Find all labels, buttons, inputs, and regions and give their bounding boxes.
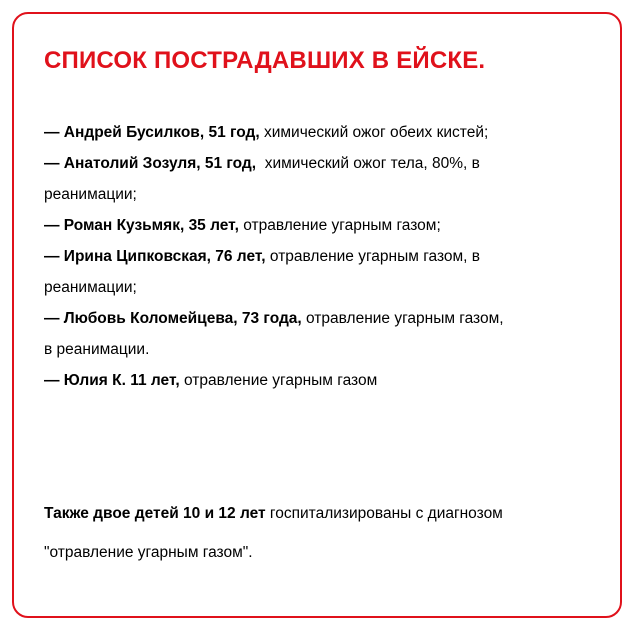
list-item [44,365,584,396]
victim-name: — Роман Кузьмяк, 35 лет, [44,217,239,234]
list-item [44,148,584,210]
victim-detail: химический ожог обеих кистей; [259,124,489,141]
victim-detail: отравление угарным газом, [301,310,504,327]
list-item-line [44,303,584,334]
note-line-2: "отравление угарным газом". [44,544,253,561]
victim-detail-continued: в реанимации. [44,341,150,358]
list-item [44,241,584,303]
list-item [44,303,584,365]
page-title: СПИСОК ПОСТРАДАВШИХ В ЕЙСКЕ. [44,47,486,74]
victim-detail: отравление угарным газом [179,372,378,389]
note-regular: госпитализированы с диагнозом [265,505,503,522]
victim-detail: отравление угарным газом; [238,217,441,234]
victim-name: — Ирина Ципковская, 76 лет, [44,248,266,265]
victim-detail-continued: реанимации; [44,186,137,203]
list-item-line [44,117,584,148]
list-item-line [44,148,584,179]
list-item-line [44,210,584,241]
note-line [44,494,594,533]
children-note [44,494,594,572]
victim-name: — Любовь Коломейцева, 73 года, [44,310,302,327]
victim-detail: отравление угарным газом, в [265,248,481,265]
victim-name: — Анатолий Зозуля, 51 год, [44,155,257,172]
note-bold: Также двое детей 10 и 12 лет [44,505,266,522]
list-item-line [44,365,584,396]
victim-detail-continued: реанимации; [44,279,137,296]
list-item [44,117,584,148]
victims-list [44,117,584,396]
victim-name: — Андрей Бусилков, 51 год, [44,124,260,141]
list-item [44,210,584,241]
list-item-line [44,241,584,272]
victim-detail: химический ожог тела, 80%, в [256,155,480,172]
victim-name: — Юлия К. 11 лет, [44,372,180,389]
